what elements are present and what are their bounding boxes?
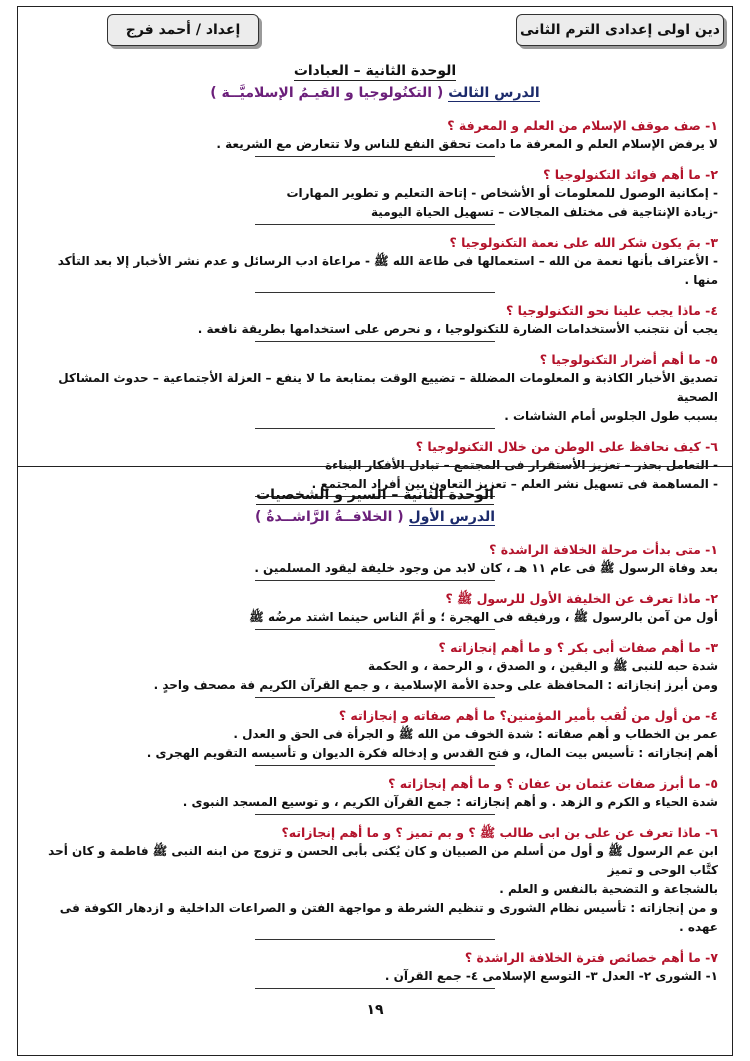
answer-line: شدة حبه للنبى ﷺ و اليقين ، و الصدق ، و الرحمة ، و الحكمة xyxy=(367,659,718,673)
lesson-label: الدرس الأول xyxy=(408,509,496,525)
answer-line: - إمكانية الوصول للمعلومات أو الأشخاص - إتاحة التعليم و تطوير المهارات xyxy=(286,186,718,200)
answer-line: -زيادة الإنتاجية فى مختلف المجالات – تسهيل الحياة اليومية xyxy=(371,205,718,219)
question-block xyxy=(32,301,718,342)
question-text: ٢- ما أهم فوائد التكنولوجيا ؟ xyxy=(543,167,718,182)
answer-underline xyxy=(255,697,495,698)
course-title-box: دين اولى إعدادى الترم الثانى xyxy=(516,14,724,46)
question-block xyxy=(32,233,718,293)
answer-underline xyxy=(255,580,495,581)
question-text: ٥- ما أبرز صفات عثمان بن عفان ؟ و ما أهم إنجازاته ؟ xyxy=(388,776,718,791)
question-list xyxy=(32,116,718,497)
question-text: ٧- ما أهم خصائص فترة الخلافة الراشدة ؟ xyxy=(464,950,718,965)
answer-line: و من إنجازاته : تأسيس نظام الشورى و تنظيم الشرطة و مواجهة الفتن و الصراعات الداخلية و ازدهار الكوفة فى عهده . xyxy=(59,901,718,934)
answer-underline xyxy=(255,292,495,293)
question-block xyxy=(32,589,718,630)
lesson-title xyxy=(32,506,718,528)
answer-underline xyxy=(255,341,495,342)
answer-line: ابن عم الرسول ﷺ و أول من أسلم من الصبيان و كان يُكنى بأبى الحسن و تزوج من ابنه النبى ﷺ فاطمة و كان أحد كتَّاب الوحى و تميز xyxy=(48,844,718,877)
answer-underline xyxy=(255,765,495,766)
unit-title: الوحدة الثانية – السير و الشخصيات xyxy=(256,487,494,503)
answer-line: بالشجاعة و التضحية بالنفس و العلم . xyxy=(499,882,718,896)
question-block xyxy=(32,774,718,815)
answer-underline xyxy=(255,156,495,157)
question-block xyxy=(32,540,718,581)
answer-line: - الأعتراف بأنها نعمة من الله – استعمالها فى طاعة الله ﷺ - مراعاة ادب الرسائل و عدم نشر الأخبار إلا بعد التأكد منها . xyxy=(57,254,718,287)
answer-line: ومن أبرز إنجازاته : المحافظة على وحدة الأمة الإسلامية ، و جمع القرآن الكريم فة مصحف واحدٍ . xyxy=(153,678,718,692)
lesson-title xyxy=(32,82,718,104)
answer-underline xyxy=(255,988,495,989)
answer-line: - التعامل بحذر – تعزيز الأستقرار فى المجتمع – تبادل الأفكار البناءة xyxy=(325,458,718,472)
question-list xyxy=(32,540,718,989)
answer-line: أهم إنجازاته : تأسيس بيت المال، و فتح القدس و إدخاله فكرة الديوان و تأسيسه التقويم الهجرى . xyxy=(146,746,718,760)
answer-line: لا يرفض الإسلام العلم و المعرفة ما دامت تحقق النفع للناس ولا تتعارض مع الشريعة . xyxy=(216,137,718,151)
answer-underline xyxy=(255,939,495,940)
answer-line: تصديق الأخبار الكاذبة و المعلومات المضللة – تضييع الوقت بمتابعة ما لا ينفع – العزلة الأجتماعية – حدوث المشاكل الصحية xyxy=(58,371,718,404)
question-text: ٣- بمَ يكون شكر الله على نعمة التكنولوجيا ؟ xyxy=(449,235,718,250)
section-technology-lesson xyxy=(32,60,718,505)
question-block xyxy=(32,638,718,698)
answer-line: شدة الحياء و الكرم و الزهد . و أهم إنجازاته : جمع القرآن الكريم ، و توسيع المسجد النبوى . xyxy=(182,795,718,809)
question-text: ٦- كيف نحافظ على الوطن من خلال التكنولوجيا ؟ xyxy=(415,439,718,454)
section-divider xyxy=(17,466,733,467)
question-text: ٣- ما أهم صفات أبى بكر ؟ و ما أهم إنجازاته ؟ xyxy=(438,640,718,655)
answer-underline xyxy=(255,814,495,815)
question-text: ٤- من أول من لُقب بأمير المؤمنين؟ ما أهم صفاته و إنجازاته ؟ xyxy=(338,708,718,723)
answer-line: عمر بن الخطاب و أهم صفاته : شدة الخوف من الله ﷺ و الجرأة فى الحق و العدل . xyxy=(233,727,718,741)
answer-underline xyxy=(255,428,495,429)
answer-line: ١- الشورى ٢- العدل ٣- التوسع الإسلامى ٤- جمع القرآن . xyxy=(384,969,718,983)
unit-title: الوحدة الثانية – العبادات xyxy=(293,63,457,79)
answer-underline xyxy=(255,629,495,630)
lesson-topic: ( التكنُولوجيا و القيـمُ الإسلاميَّــة ) xyxy=(210,85,444,101)
question-block xyxy=(32,350,718,429)
question-block xyxy=(32,948,718,989)
lesson-topic: ( الخلافــةُ الرَّاشــدةُ ) xyxy=(254,509,404,525)
question-block xyxy=(32,165,718,225)
section-caliphate-lesson xyxy=(32,484,718,997)
question-block xyxy=(32,706,718,766)
answer-line: يجب أن نتجنب الأستخدامات الضارة للتكنولوجيا ، و نحرص على استخدامها بطريقة نافعة . xyxy=(197,322,718,336)
question-text: ٥- ما أهم أضرار التكنولوجيا ؟ xyxy=(539,352,718,367)
answer-line: بعد وفاة الرسول ﷺ فى عام ١١ هـ ، كان لابد من وجود خليفة ليقود المسلمين . xyxy=(254,561,718,575)
question-text: ١- صف موقف الإسلام من العلم و المعرفة ؟ xyxy=(447,118,718,133)
answer-line: أول من آمن بالرسول ﷺ ، ورفيقه فى الهجرة ؛ و أمّ الناس حينما اشتد مرضُه ﷺ xyxy=(249,610,718,624)
question-block xyxy=(32,823,718,940)
lesson-label: الدرس الثالث xyxy=(448,85,540,101)
question-block xyxy=(32,116,718,157)
answer-line: - المساهمة فى تسهيل نشر العلم – تعزيز التعاون بين أفراد المجتمع . xyxy=(311,477,718,491)
question-text: ٦- ماذا تعرف عن على بن ابى طالب ﷺ ؟ و بم تميز ؟ و ما أهم إنجازاته؟ xyxy=(281,825,718,840)
question-text: ١- متى بدأت مرحلة الخلافة الراشدة ؟ xyxy=(489,542,718,557)
answer-underline xyxy=(255,224,495,225)
answer-line: بسبب طول الجلوس أمام الشاشات . xyxy=(504,409,718,423)
question-text: ٤- ماذا يجب علينا نحو التكنولوجيا ؟ xyxy=(506,303,718,318)
page-number: ١٩ xyxy=(366,1002,384,1018)
question-text: ٢- ماذا تعرف عن الخليفة الأول للرسول ﷺ ؟ xyxy=(445,591,718,606)
author-box: إعداد / أحمد فرج xyxy=(107,14,259,46)
